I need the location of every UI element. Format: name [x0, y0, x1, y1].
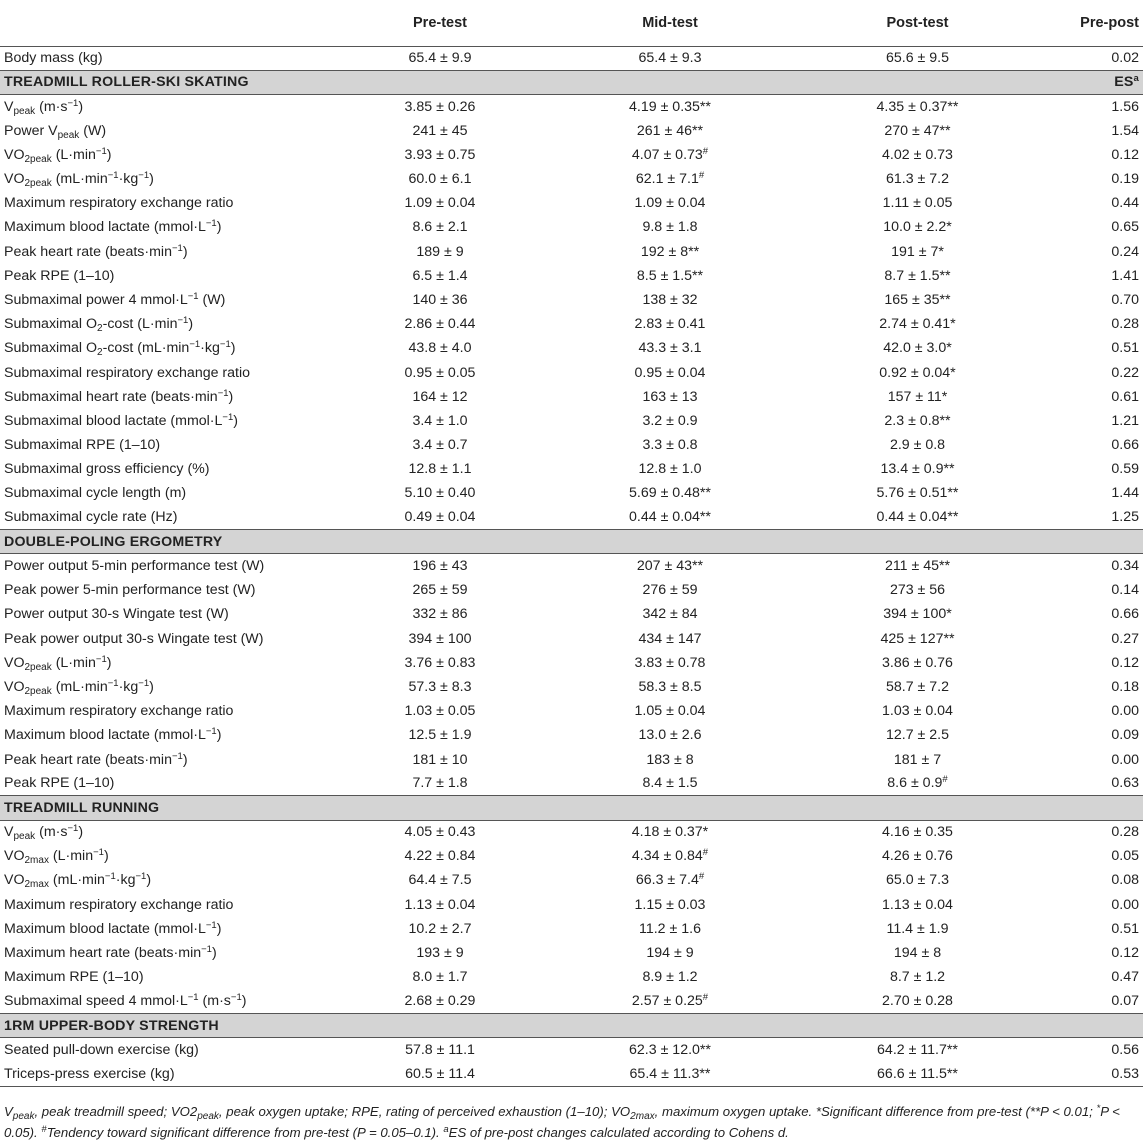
cell-post-test: 3.86 ± 0.76: [882, 654, 953, 671]
cell-mid-test: 5.69 ± 0.48**: [629, 485, 711, 502]
cell-pre-test: 241 ± 45: [412, 122, 468, 139]
row-label: Peak power output 30-s Wingate test (W): [4, 630, 264, 647]
header-row: [0, 0, 1143, 46]
cell-pre-test: 4.05 ± 0.43: [404, 824, 476, 841]
cell-pre-post-es: 0.63: [1111, 775, 1139, 792]
table-row: [0, 989, 1143, 1013]
cell-pre-test: 3.85 ± 0.26: [404, 98, 476, 115]
cell-mid-test: 8.4 ± 1.5: [642, 775, 698, 792]
table-row: [0, 143, 1143, 167]
row-label: Power $V_{peak}$ (W): [4, 122, 107, 141]
row-label: Submaximal power 4 $mmol\cdot L^{-1}$ (W): [4, 290, 226, 308]
cell-post-test: 2.9 ± 0.8: [889, 437, 946, 454]
cell-mid-test: 192 ± 8**: [640, 243, 700, 260]
cell-mid-test: 2.57 ± 0.25#: [631, 992, 709, 1010]
table-row: [0, 312, 1143, 336]
row-label: Maximum heart rate $(beats\cdot\min^{-1})$: [4, 944, 217, 962]
cell-post-test: 5.76 ± 0.51**: [876, 485, 959, 502]
cell-pre-post-es: 1.41: [1111, 267, 1139, 284]
cell-mid-test: 1.09 ± 0.04: [634, 195, 706, 212]
section-title: TREADMILL ROLLER-SKI SKATING: [0, 70, 1030, 94]
cell-mid-test: 9.8 ± 1.8: [642, 219, 698, 236]
row-label: Submaximal RPE (1–10): [4, 437, 161, 454]
cell-pre-post-es: 0.12: [1111, 654, 1139, 671]
cell-pre-test: 0.49 ± 0.04: [404, 509, 476, 526]
table-row: [0, 457, 1143, 481]
row-label: Maximum respiratory exchange ratio: [4, 703, 234, 720]
cell-pre-test: 12.5 ± 1.9: [408, 727, 472, 744]
table-row: [0, 336, 1143, 360]
cell-pre-test: 6.5 ± 1.4: [412, 267, 468, 284]
cell-post-test: 58.7 ± 7.2: [885, 678, 949, 695]
cell-pre-post-es: 0.66: [1111, 437, 1139, 454]
cell-post-test: 1.03 ± 0.04: [882, 703, 953, 720]
cell-pre-post-es: 0.00: [1111, 703, 1139, 720]
row-label: Peak power 5-min performance test (W): [4, 582, 256, 599]
cell-pre-post-es: 0.02: [1111, 50, 1139, 67]
cell-pre-post-es: 0.51: [1111, 340, 1139, 357]
row-label: $VO_{2peak}$ $(L\cdot\min^{-1})$: [4, 145, 112, 165]
cell-post-test: 4.02 ± 0.73: [882, 146, 953, 163]
table-row: [0, 941, 1143, 965]
table-row: [0, 1062, 1143, 1086]
cell-pre-test: 193 ± 9: [416, 945, 464, 962]
cell-post-test: 8.7 ± 1.5**: [884, 267, 951, 284]
cell-post-test: 1.11 ± 0.05: [882, 195, 953, 212]
cell-pre-test: 4.22 ± 0.84: [404, 848, 476, 865]
section-header-row: [0, 796, 1143, 820]
cell-pre-post-es: 0.53: [1030, 1062, 1143, 1086]
cell-mid-test: 0.44 ± 0.04**: [629, 509, 711, 526]
cell-post-test: 11.4 ± 1.9: [886, 920, 949, 937]
cell-mid-test: 194 ± 9: [646, 945, 694, 962]
table-row: [0, 506, 1143, 530]
cell-pre-test: 0.95 ± 0.05: [404, 364, 476, 381]
cell-mid-test: 65.4 ± 11.3**: [530, 1062, 760, 1086]
cell-mid-test: 342 ± 84: [642, 606, 698, 623]
cell-pre-post-es: 0.18: [1111, 678, 1139, 695]
section-es-label: [1030, 1014, 1143, 1038]
table-row: [0, 94, 1143, 118]
table-row: [0, 965, 1143, 989]
cell-pre-test: 1.03 ± 0.05: [404, 703, 476, 720]
table-row: [0, 772, 1143, 796]
cell-post-test: 61.3 ± 7.2: [885, 171, 949, 188]
cell-post-test: 425 ± 127**: [880, 630, 955, 647]
cell-mid-test: 207 ± 43**: [636, 558, 704, 575]
cell-pre-test: 164 ± 12: [412, 388, 468, 405]
cell-pre-post-es: 1.56: [1111, 98, 1139, 115]
cell-mid-test: 11.2 ± 1.6: [639, 920, 701, 937]
row-label: $VO_{2peak}$ $(L\cdot\min^{-1})$: [4, 653, 112, 673]
cell-mid-test: 3.2 ± 0.9: [642, 412, 698, 429]
cell-pre-test: 3.93 ± 0.75: [404, 146, 476, 163]
cell-pre-test: 189 ± 9: [416, 243, 464, 260]
cell-pre-test: 8.6 ± 2.1: [412, 219, 468, 236]
row-label: Seated pull-down exercise (kg): [4, 1042, 199, 1059]
cell-post-test: 42.0 ± 3.0*: [883, 340, 952, 357]
table-row: [0, 360, 1143, 384]
cell-post-test: 211 ± 45**: [884, 558, 951, 575]
cell-post-test: 2.70 ± 0.28: [882, 993, 953, 1010]
cell-pre-test: 1.09 ± 0.04: [404, 195, 476, 212]
cell-pre-post-es: 0.00: [1111, 896, 1139, 913]
cell-post-test: 157 ± 11*: [887, 388, 948, 405]
row-label: Maximum blood lactate $(mmol\cdot L^{-1})$: [4, 919, 222, 937]
section-header-row: [0, 530, 1143, 554]
cell-post-test: 165 ± 35**: [884, 291, 951, 308]
cell-mid-test: 138 ± 32: [642, 291, 698, 308]
cell-post-test: 8.6 ± 0.9#: [887, 774, 948, 792]
cell-pre-test: 3.4 ± 1.0: [412, 412, 468, 429]
cell-pre-test: 3.4 ± 0.7: [412, 437, 468, 454]
cell-pre-post-es: 0.28: [1111, 316, 1139, 333]
table-row: [0, 240, 1143, 264]
cell-post-test: 0.92 ± 0.04*: [879, 364, 956, 381]
row-label: Submaximal cycle length (m): [4, 485, 187, 502]
cell-pre-post-es: 0.07: [1111, 993, 1139, 1010]
table-row: [0, 433, 1143, 457]
table-row: [0, 1038, 1143, 1062]
cell-pre-test: 3.76 ± 0.83: [404, 654, 476, 671]
cell-post-test: 13.4 ± 0.9**: [880, 461, 955, 478]
cell-pre-post-es: 0.28: [1111, 824, 1139, 841]
cell-pre-post-es: 0.00: [1111, 751, 1139, 768]
cell-pre-post-es: 0.61: [1111, 388, 1139, 405]
table-row: [0, 481, 1143, 505]
cell-mid-test: 12.8 ± 1.0: [638, 461, 702, 478]
table-row: [0, 554, 1143, 578]
table-row: [0, 46, 1143, 70]
cell-pre-test: 2.86 ± 0.44: [404, 316, 476, 333]
cell-post-test: 4.26 ± 0.76: [882, 848, 953, 865]
cell-post-test: 0.44 ± 0.04**: [876, 509, 959, 526]
cell-pre-post-es: 1.21: [1111, 412, 1139, 429]
table-row: [0, 651, 1143, 675]
row-label: Power output 30-s Wingate test (W): [4, 606, 229, 623]
cell-pre-post-es: 0.47: [1111, 969, 1139, 986]
row-label: Peak heart rate $(beats\cdot\min^{-1})$: [4, 242, 188, 260]
table-row: [0, 264, 1143, 288]
cell-mid-test: 0.95 ± 0.04: [634, 364, 706, 381]
cell-pre-test: 1.13 ± 0.04: [404, 896, 476, 913]
cell-pre-post-es: 0.12: [1111, 146, 1139, 163]
cell-post-test: 181 ± 7: [893, 751, 942, 768]
cell-pre-post-es: 0.34: [1111, 558, 1139, 575]
cell-mid-test: 8.9 ± 1.2: [642, 969, 698, 986]
cell-pre-test: 181 ± 10: [412, 751, 468, 768]
cell-mid-test: 43.3 ± 3.1: [638, 340, 702, 357]
cell-pre-post-es: 1.44: [1111, 485, 1139, 502]
table-row: [0, 723, 1143, 747]
cell-post-test: 65.6 ± 9.5: [885, 50, 949, 67]
table-row: [0, 602, 1143, 626]
section-header-row: [0, 70, 1143, 94]
cell-pre-post-es: 0.44: [1111, 195, 1139, 212]
cell-mid-test: 4.18 ± 0.37*: [631, 824, 709, 841]
row-label: Submaximal gross efficiency (%): [4, 461, 210, 478]
cell-mid-test: 3.3 ± 0.8: [642, 437, 698, 454]
row-label: Body mass (kg): [4, 50, 103, 67]
cell-post-test: 4.16 ± 0.35: [882, 824, 953, 841]
row-label: Maximum blood lactate $(mmol\cdot L^{-1})$: [4, 726, 222, 744]
table-row: [0, 191, 1143, 215]
cell-pre-test: 196 ± 43: [412, 558, 468, 575]
row-label: Submaximal respiratory exchange ratio: [4, 364, 251, 381]
cell-pre-test: 60.0 ± 6.1: [408, 171, 472, 188]
cell-pre-test: 64.4 ± 7.5: [408, 872, 472, 889]
cell-pre-test: 5.10 ± 0.40: [404, 485, 476, 502]
table-row: [0, 167, 1143, 191]
table-row: [0, 893, 1143, 917]
cell-pre-test: 43.8 ± 4.0: [408, 340, 472, 357]
cell-pre-post-es: 0.22: [1111, 364, 1139, 381]
section-es-label: [1030, 796, 1143, 820]
row-label: Peak heart rate $(beats\cdot\min^{-1})$: [4, 750, 188, 768]
cell-post-test: 65.0 ± 7.3: [885, 872, 949, 889]
section-header-row: [0, 1014, 1143, 1038]
table-row: [0, 699, 1143, 723]
cell-pre-post-es: 0.09: [1111, 727, 1139, 744]
cell-post-test: 10.0 ± 2.2*: [883, 219, 952, 236]
cell-post-test: 270 ± 47**: [884, 122, 951, 139]
table-row: [0, 868, 1143, 892]
cell-post-test: 66.6 ± 11.5**: [760, 1062, 1030, 1086]
cell-pre-post-es: 0.51: [1111, 920, 1139, 937]
cell-mid-test: 4.07 ± 0.73#: [631, 145, 709, 163]
cell-mid-test: 66.3 ± 7.4#: [635, 871, 705, 889]
cell-pre-post-es: 0.56: [1111, 1042, 1139, 1059]
cell-mid-test: 62.3 ± 12.0**: [629, 1042, 711, 1059]
section-title: DOUBLE-POLING ERGOMETRY: [0, 530, 1030, 554]
cell-mid-test: 62.1 ± 7.1#: [635, 170, 705, 188]
cell-post-test: 12.7 ± 2.5: [885, 727, 949, 744]
cell-mid-test: 13.0 ± 2.6: [638, 727, 702, 744]
row-label: Maximum blood lactate $(mmol\cdot L^{-1})$: [4, 218, 222, 236]
row-label: Submaximal blood lactate $(mmol\cdot L^{-1})$: [4, 411, 238, 429]
cell-post-test: 4.35 ± 0.37**: [876, 98, 959, 115]
row-label: $VO_{2peak}$ $(mL\cdot\min^{-1}\cdot kg^{-1})$: [4, 170, 154, 190]
table-row: [0, 844, 1143, 868]
cell-mid-test: 4.34 ± 0.84#: [631, 847, 709, 865]
cell-pre-test: 12.8 ± 1.1: [408, 461, 472, 478]
cell-pre-test: 10.2 ± 2.7: [408, 920, 472, 937]
table-row: [0, 215, 1143, 239]
row-label: Maximum respiratory exchange ratio: [4, 896, 234, 913]
cell-pre-post-es: 0.12: [1111, 945, 1139, 962]
row-label: Submaximal heart rate $(beats\cdot\min^{-1})$: [4, 387, 234, 405]
cell-post-test: 1.13 ± 0.04: [882, 896, 953, 913]
table-row: [0, 747, 1143, 771]
row-label: $V_{peak}$ $(m\cdot s^{-1})$: [4, 823, 84, 843]
table-row: [0, 820, 1143, 844]
cell-pre-test: 265 ± 59: [412, 582, 468, 599]
cell-pre-post-es: 0.65: [1111, 219, 1139, 236]
cell-pre-test: 7.7 ± 1.8: [412, 775, 468, 792]
table-header: [0, 0, 1143, 46]
section-title: TREADMILL RUNNING: [0, 796, 1030, 820]
cell-mid-test: 2.83 ± 0.41: [634, 316, 706, 333]
cell-post-test: 191 ± 7*: [891, 243, 944, 260]
cell-post-test: 273 ± 56: [889, 582, 946, 599]
cell-mid-test: 434 ± 147: [638, 630, 702, 647]
row-label: Maximum RPE (1–10): [4, 969, 144, 986]
cell-mid-test: 261 ± 46**: [636, 122, 704, 139]
cell-pre-test: 60.5 ± 11.4: [330, 1062, 530, 1086]
table-row: [0, 675, 1143, 699]
row-label: $VO_{2max}$ $(mL\cdot\min^{-1}\cdot kg^{-1})$: [4, 871, 152, 891]
cell-mid-test: 1.15 ± 0.03: [634, 896, 706, 913]
cell-post-test: 2.3 ± 0.8**: [884, 412, 951, 429]
cell-pre-test: 140 ± 36: [412, 291, 468, 308]
cell-mid-test: 183 ± 8: [646, 751, 694, 768]
row-label: Peak RPE (1–10): [4, 775, 115, 792]
cell-post-test: 194 ± 8: [893, 945, 942, 962]
cell-pre-test: 2.68 ± 0.29: [404, 993, 476, 1010]
cell-pre-post-es: 0.08: [1111, 872, 1139, 889]
cell-pre-post-es: 0.19: [1111, 171, 1139, 188]
table-row: [0, 578, 1143, 602]
row-label: Maximum respiratory exchange ratio: [4, 195, 234, 212]
row-label: Submaximal speed 4 $mmol\cdot L^{-1}$ $(m\cdot s^{-1})$: [4, 992, 247, 1010]
cell-pre-post-es: 0.24: [1111, 243, 1139, 260]
header-pre-test: Pre-test: [330, 0, 530, 46]
table-row: [0, 627, 1143, 651]
row-label: Submaximal cycle rate (Hz): [4, 509, 178, 526]
row-label: Power output 5-min performance test (W): [4, 558, 265, 575]
cell-pre-test: 65.4 ± 9.9: [408, 50, 472, 67]
cell-pre-post-es: 0.66: [1111, 606, 1139, 623]
cell-pre-post-es: 1.25: [1111, 509, 1139, 526]
cell-pre-post-es: 0.27: [1111, 630, 1139, 647]
table-row: [0, 917, 1143, 941]
cell-pre-test: 332 ± 86: [412, 606, 468, 623]
header-post-test: Post-test: [760, 0, 1030, 46]
cell-mid-test: 3.83 ± 0.78: [634, 654, 706, 671]
cell-pre-test: 57.3 ± 8.3: [408, 678, 472, 695]
cell-mid-test: 58.3 ± 8.5: [638, 678, 702, 695]
row-label: Submaximal $O_2$-cost $(L\cdot\min^{-1})$: [4, 315, 194, 335]
cell-pre-test: 8.0 ± 1.7: [412, 969, 468, 986]
table-body: [0, 46, 1143, 1086]
section-title: 1RM UPPER-BODY STRENGTH: [0, 1014, 1030, 1038]
cell-post-test: 64.2 ± 11.7**: [877, 1042, 958, 1059]
table-footnote: $V_{peak}$, peak treadmill speed; $VO2_{peak}$, peak oxygen uptake; RPE, rating of perceived exhaustion (1–10); $VO_{2max}$, maximum oxygen uptake. *Significant difference from pre-test (**P < 0.01; *P < 0.05). #Tendency toward significant difference from pre-test (P = 0.05–0.1). $^a$ES of pre-post changes calculated according to Cohens d.: [4, 1103, 1120, 1140]
cell-post-test: 2.74 ± 0.41*: [879, 316, 956, 333]
header-variable: [0, 0, 330, 46]
cell-pre-post-es: 0.14: [1111, 582, 1139, 599]
cell-mid-test: 8.5 ± 1.5**: [636, 267, 704, 284]
cell-pre-post-es: 1.54: [1111, 122, 1139, 139]
cell-post-test: 394 ± 100*: [883, 606, 952, 623]
row-label: $V_{peak}$ $(m\cdot s^{-1})$: [4, 97, 84, 117]
cell-pre-post-es: 0.59: [1111, 461, 1139, 478]
row-label: $VO_{2max}$ $(L\cdot\min^{-1})$: [4, 847, 109, 867]
cell-post-test: 8.7 ± 1.2: [889, 969, 946, 986]
table-row: [0, 385, 1143, 409]
cell-pre-post-es: 0.70: [1111, 291, 1139, 308]
header-mid-test: Mid-test: [530, 0, 760, 46]
cell-mid-test: 4.19 ± 0.35**: [629, 98, 711, 115]
cell-mid-test: 163 ± 13: [642, 388, 698, 405]
table-row: [0, 409, 1143, 433]
cell-mid-test: 1.05 ± 0.04: [634, 703, 706, 720]
table-row: [0, 119, 1143, 143]
row-label: Triceps-press exercise (kg): [0, 1062, 330, 1086]
cell-pre-post-es: 0.05: [1111, 848, 1139, 865]
header-pre-post: Pre-post: [1030, 0, 1143, 46]
cell-mid-test: 276 ± 59: [642, 582, 698, 599]
cell-pre-test: 394 ± 100: [408, 630, 472, 647]
row-label: $VO_{2peak}$ $(mL\cdot\min^{-1}\cdot kg^{-1})$: [4, 677, 154, 697]
cell-pre-test: 57.8 ± 11.1: [405, 1042, 475, 1059]
section-es-label: $ES^a$: [1030, 70, 1143, 94]
row-label: Peak RPE (1–10): [4, 267, 115, 284]
table-row: [0, 288, 1143, 312]
section-es-label: [1030, 530, 1143, 554]
row-label: Submaximal $O_2$-cost $(mL\cdot\min^{-1}\cdot kg^{-1})$: [4, 339, 236, 359]
cell-mid-test: 65.4 ± 9.3: [638, 50, 702, 67]
